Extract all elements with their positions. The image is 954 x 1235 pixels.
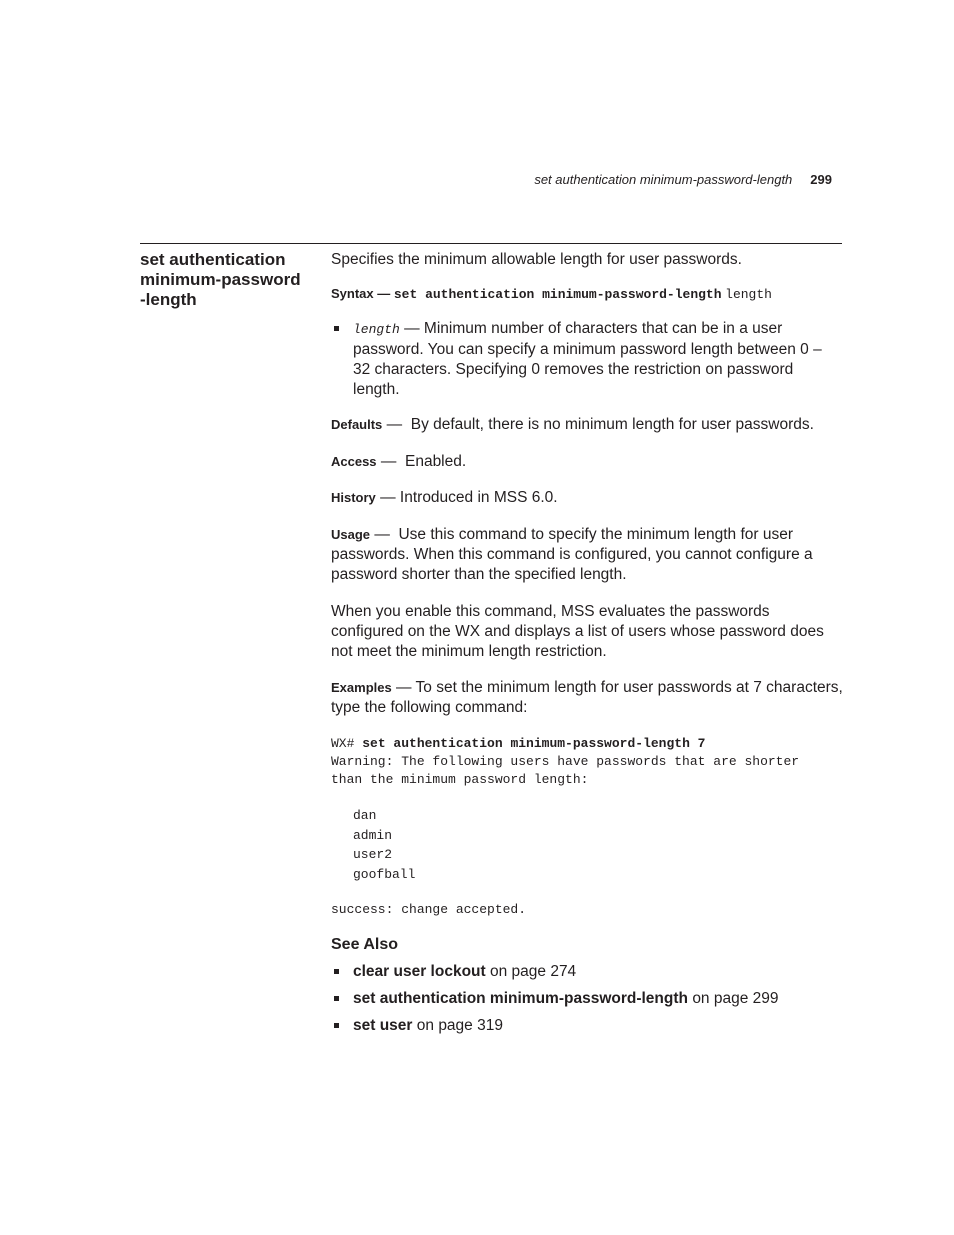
access-label: Access [331, 454, 377, 469]
section-title-line: -length [140, 290, 197, 309]
code-block [331, 735, 843, 789]
section-title-line: set authentication [140, 250, 286, 269]
see-also-page-ref: on page 299 [692, 990, 779, 1007]
syntax-label: Syntax — [331, 286, 391, 301]
history-line [331, 488, 843, 508]
see-also-page-ref: on page 274 [489, 963, 577, 980]
defaults-text: By default, there is no minimum length for user passwords. [410, 416, 814, 433]
param-desc: — Minimum number of characters that can be in a user password. You can specify a minimum password length between 0 – 32 characters. Specifying 0 removes the restriction on password length. [353, 320, 822, 398]
running-title: set authentication minimum-password-length [534, 172, 793, 187]
running-header [534, 172, 832, 187]
syntax-param: length [725, 287, 772, 302]
history-sep: — [380, 489, 396, 506]
usage-text: Use this command to specify the minimum length for user passwords. When this command is configured, you cannot configure a password shorter than the specified length. [331, 526, 813, 583]
examples-text: To set the minimum length for user passwords at 7 characters, type the following command: [331, 679, 843, 716]
see-also-item[interactable] [331, 989, 843, 1009]
see-also-page-ref: on page 319 [416, 1017, 503, 1034]
user-list-item: goofball [353, 866, 416, 882]
see-also-heading: See Also [331, 936, 398, 953]
section-title-line: minimum-password [140, 270, 301, 289]
defaults-line [331, 415, 843, 435]
see-also-item[interactable] [331, 962, 843, 982]
defaults-sep: — [386, 416, 403, 433]
user-list [331, 806, 843, 884]
user-list-item: user2 [353, 847, 393, 862]
main-content [331, 250, 843, 1036]
access-sep: — [380, 453, 397, 470]
code-command: set authentication minimum-password-length 7 [362, 736, 706, 751]
usage-paragraph: When you enable this command, MSS evaluates the passwords configured on the WX and displays a list of users whose password does not meet the minimum length restriction. [331, 603, 824, 660]
usage-sep: — [374, 526, 390, 543]
history-text: Introduced in MSS 6.0. [399, 489, 558, 506]
access-line [331, 452, 843, 472]
see-also-link[interactable]: set authentication minimum-password-length [353, 990, 688, 1007]
code-result: success: change accepted. [331, 902, 527, 917]
code-prompt: WX# [331, 736, 363, 751]
see-also-item[interactable] [331, 1016, 843, 1036]
access-text: Enabled. [404, 453, 467, 470]
section-rule [140, 243, 842, 244]
syntax-command: set authentication minimum-password-length [393, 287, 722, 302]
examples-label: Examples [331, 680, 392, 695]
user-list-item: dan [353, 808, 377, 823]
examples-sep: — [396, 679, 412, 696]
usage-line [331, 525, 843, 585]
description: Specifies the minimum allowable length for user passwords. [331, 251, 742, 268]
see-also-link[interactable]: clear user lockout [353, 963, 486, 980]
user-list-item: admin [353, 827, 393, 843]
syntax-line [331, 284, 843, 305]
code-warning: Warning: The following users have passwords that are shorter than the minimum password length: [331, 754, 800, 787]
param-name: length [353, 322, 400, 337]
usage-label: Usage [331, 527, 371, 542]
history-label: History [331, 490, 376, 505]
page-number: 299 [810, 172, 832, 187]
defaults-label: Defaults [331, 417, 383, 432]
param-item [331, 319, 843, 400]
examples-line [331, 678, 843, 718]
see-also-link[interactable]: set user [353, 1017, 413, 1034]
section-title [140, 250, 325, 310]
